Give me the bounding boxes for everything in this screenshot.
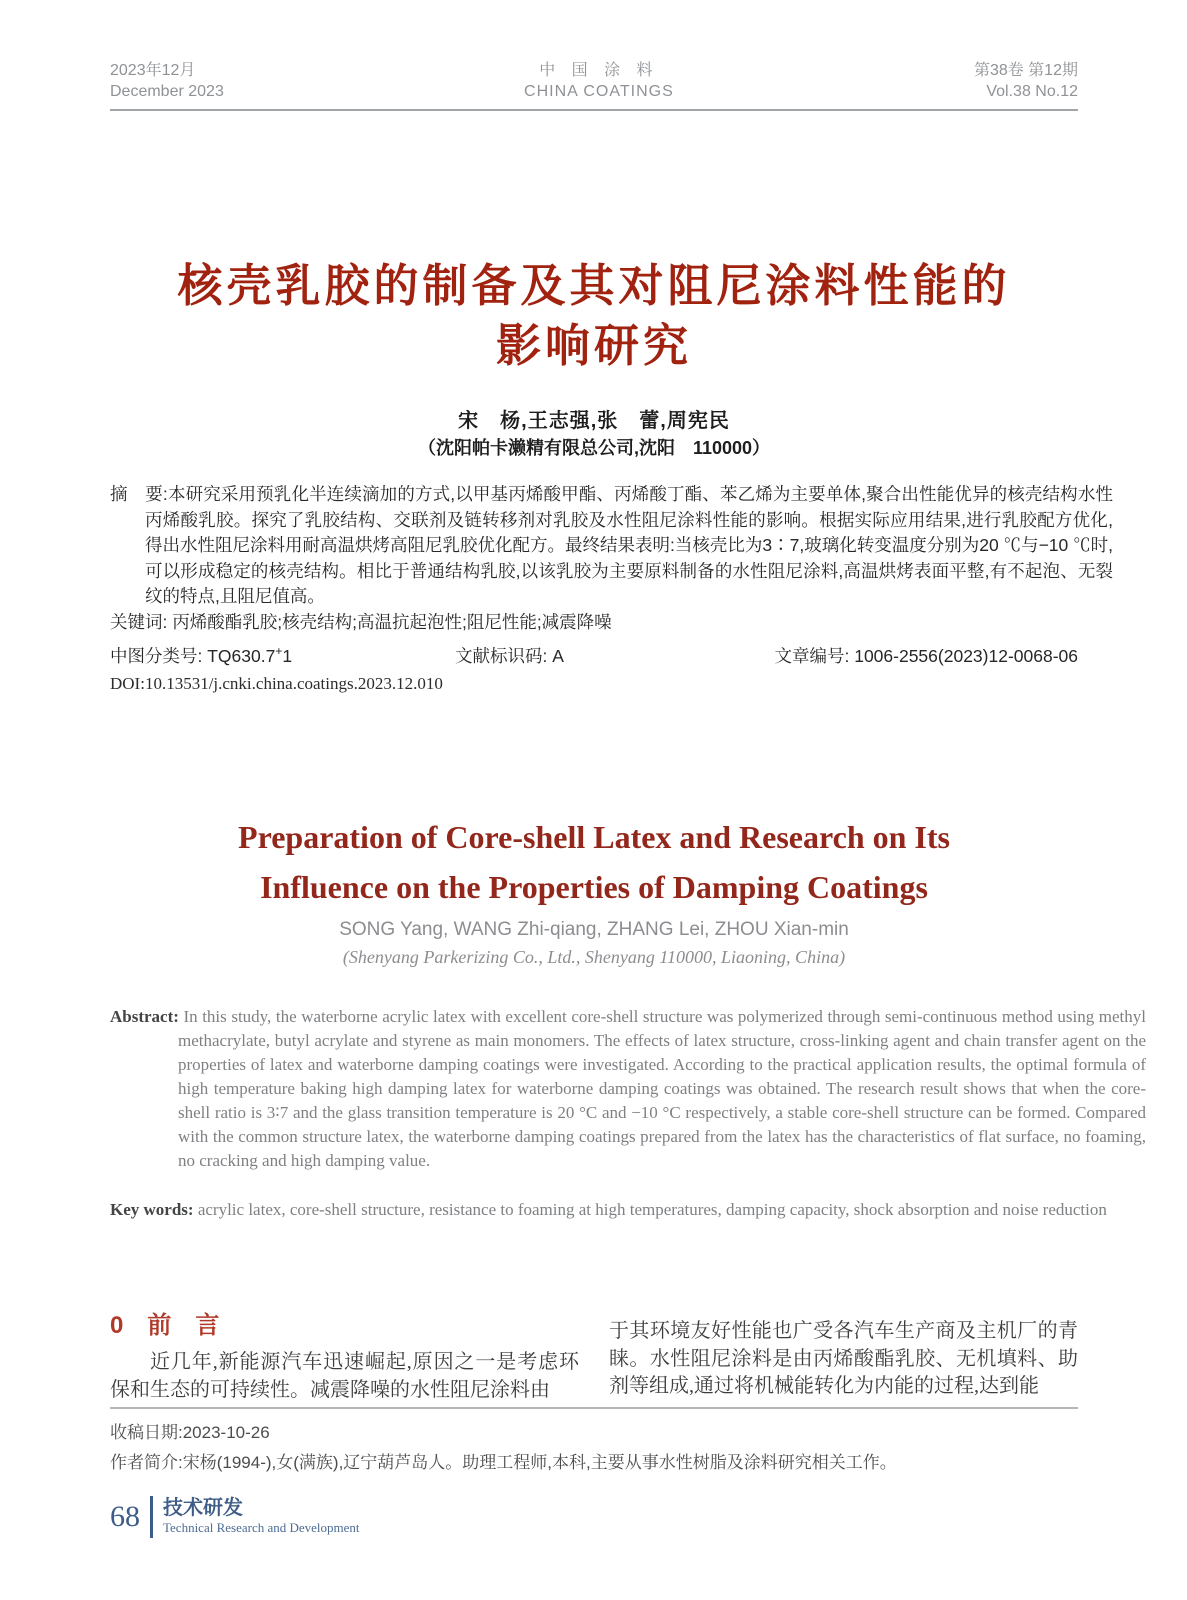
header-volume-issue (974, 60, 1078, 102)
abstract-label-en: Abstract: (110, 1007, 184, 1026)
authors-en: SONG Yang, WANG Zhi-qiang, ZHANG Lei, ZHOU Xian-min (339, 919, 849, 940)
keywords-en (110, 1198, 1156, 1222)
keywords-label-en: Key words: (110, 1200, 198, 1219)
volume-issue-en: Vol.38 No.12 (986, 83, 1078, 100)
article-id: 文章编号: 1006-2556(2023)12-0068-06 (774, 646, 1078, 666)
article-title-cn (110, 256, 1078, 376)
keywords-cn (110, 610, 1078, 635)
journal-header (110, 60, 1078, 111)
footer-divider-bar (150, 1496, 153, 1538)
authors-cn: 宋 杨,王志强,张 蕾,周宪民 (458, 410, 730, 432)
body-paragraph-left: 近几年,新能源汽车迅速崛起,原因之一是考虑环保和生态的可持续性。减震降噪的水性阻尼涂料由 (110, 1351, 579, 1401)
doi: DOI:10.13531/j.cnki.china.coatings.2023.12.010 (110, 674, 443, 693)
article-title-cn-line2: 影响研究 (495, 320, 692, 371)
abstract-cn (110, 482, 1113, 610)
affiliation-cn: （沈阳帕卡濑精有限总公司,沈阳 110000） (417, 438, 771, 458)
page-number: 68 (110, 1500, 140, 1533)
abstract-label-cn: 摘 要: (110, 484, 168, 504)
footer-column-en: Technical Research and Development (163, 1520, 360, 1535)
body-paragraph-right: 于其环境友好性能也广受各汽车生产商及主机厂的青睐。水性阻尼涂料是由丙烯酸酯乳胶、无机填料、助剂等组成,通过将机械能转化为内能的过程,达到能 (609, 1320, 1078, 1397)
received-date: 收稿日期:2023-10-26 (110, 1423, 270, 1442)
header-date-en: December 2023 (110, 83, 224, 100)
footer-column-title (163, 1497, 360, 1537)
article-title-en (110, 812, 1078, 912)
keywords-label-cn: 关键词: (110, 612, 173, 632)
journal-name-en: CHINA COATINGS (524, 83, 674, 100)
footer-column-cn: 技术研发 (163, 1497, 243, 1519)
clc-number (110, 643, 455, 668)
document-code: 文献标识码: A (455, 646, 564, 666)
body-column-right (609, 1312, 1078, 1404)
page-footer (110, 1496, 1078, 1538)
abstract-text-cn: 本研究采用预乳化半连续滴加的方式,以甲基丙烯酸甲酯、丙烯酸丁酯、苯乙烯为主要单体,聚合出性能优异的核壳结构水性丙烯酸乳胶。探究了乳胶结构、交联剂及链转移剂对乳胶及水性阻尼涂料性能的影响。根据实际应用结果,进行乳胶配方优化,得出水性阻尼涂料用耐高温烘烤高阻尼乳胶优化配方。最终结果表明:当核壳比为3∶7,玻璃化转变温度分别为20 ℃与−10 ℃时,可以形成稳定的核壳结构。相比于普通结构乳胶,以该乳胶为主要原料制备的水性阻尼涂料,高温烘烤表面平整,有不起泡、无裂纹的特点,且阻尼值高。 (145, 484, 1113, 606)
clc-label: 中图分类号: TQ630.7 (110, 646, 276, 666)
body-columns (110, 1312, 1078, 1404)
author-bio: 作者简介:宋杨(1994-),女(满族),辽宁葫芦岛人。助理工程师,本科,主要从事水性树脂及涂料研究相关工作。 (110, 1453, 897, 1472)
article-title-cn-line1: 核壳乳胶的制备及其对阻尼涂料性能的 (177, 260, 1011, 311)
clc-tail: 1 (282, 646, 293, 666)
article-title-en-line2: Influence on the Properties of Damping Coatings (260, 869, 928, 905)
section-heading-introduction: 0 前 言 (110, 1312, 220, 1339)
body-column-left (110, 1312, 579, 1404)
article-title-en-line1: Preparation of Core-shell Latex and Research on Its (238, 819, 950, 855)
classification-row (110, 643, 1078, 668)
affiliation-en: (Shenyang Parkerizing Co., Ltd., Shenyang 110000, Liaoning, China) (342, 947, 846, 967)
header-journal-name (524, 60, 674, 102)
keywords-text-cn: 丙烯酸酯乳胶;核壳结构;高温抗起泡性;阻尼性能;减震降噪 (172, 612, 612, 632)
keywords-text-en: acrylic latex, core-shell structure, resistance to foaming at high temperatures, damping capacity, shock absorption and noise reduction (197, 1200, 1107, 1219)
abstract-text-en: In this study, the waterborne acrylic latex with excellent core-shell structure was polymerized through semi-continuous method using methyl methacrylate, butyl acrylate and styrene as main monomers. The effects of latex structure, cross-linking agent and chain transfer agent on the properties of latex and waterborne damping coatings were investigated. According to the practical application results, the optimal formula of high temperature baking high damping latex for waterborne damping coatings was obtained. The research result shows that when the core-shell ratio is 3∶7 and the glass transition temperature is 20 °C and −10 °C respectively, a stable core-shell structure can be formed. Compared with the common structure latex, the waterborne damping coatings prepared from the latex has the characteristics of flat surface, no foaming, no cracking and high damping value. (178, 1007, 1146, 1170)
header-date-cn: 2023年12月 (110, 62, 196, 79)
volume-issue-cn: 第38卷 第12期 (973, 62, 1078, 79)
footnote (110, 1407, 1078, 1478)
header-issue-date (110, 60, 224, 102)
journal-name-cn: 中 国 涂 料 (539, 62, 659, 79)
abstract-en (110, 1005, 1146, 1173)
clc-superscript: + (275, 644, 283, 659)
